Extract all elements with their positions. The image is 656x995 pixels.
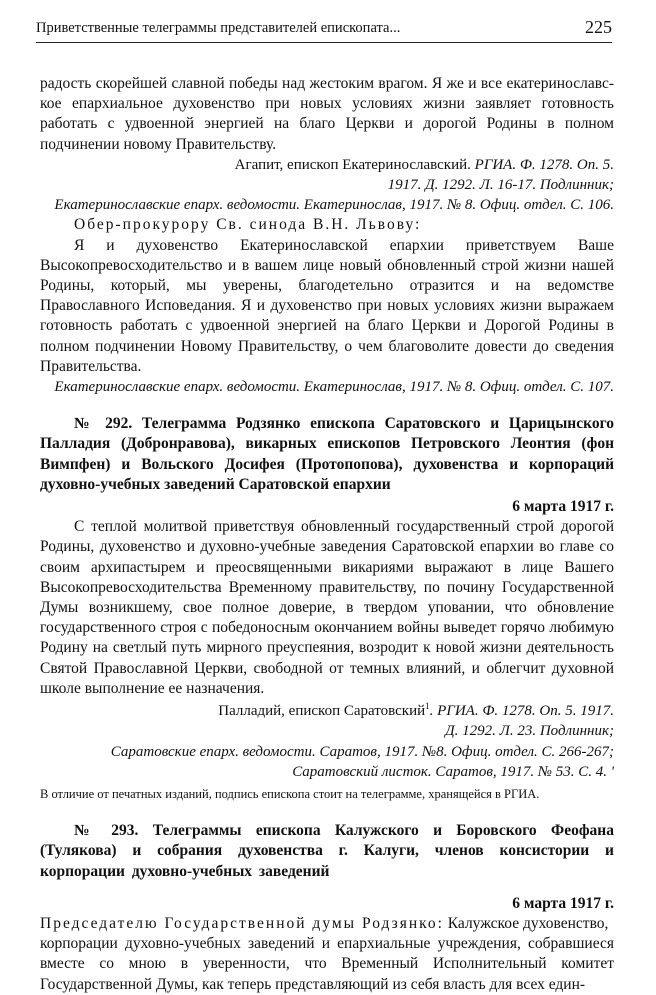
- signature-name: Палладий, епископ Саратовский: [218, 703, 426, 720]
- signature-name: Агапит, епископ Екатеринославский.: [234, 156, 471, 173]
- document-heading-293: № 293. Телеграммы епископа Калужского и Боровского Феофана (Тулякова) и собрания духовенства г. Калуги, членов консистории и корпорации духовно-учебных заведений: [40, 822, 614, 880]
- archive-ref: . РГИА. Ф. 1278. Оп. 5. 1917.: [429, 703, 614, 720]
- addressee-line: Обер-прокурору Св. синода В.Н. Львову:: [74, 216, 422, 234]
- spacer: [40, 882, 614, 894]
- document-heading-292: № 292. Телеграмма Родзянко епископа Саратовского и Царицынского Палладия (Добронравова), викарных епископов Петровского Леонтия (фон Вимпфен) и Вольского Досифея (Протопопова), духовенства и корпораций духовно-учебных заведений Саратовской епархии: [40, 415, 614, 493]
- page-body: [40, 74, 614, 995]
- document-body: корпорации духовно-учебных заведений и епархиальные учреждения, собравшиеся вместе со мною в уверенности, что Временный Исполнительный комитет Государственной Думы, как теперь представляющий из себя власть для всех един-: [40, 935, 614, 993]
- spacer: [40, 804, 614, 821]
- document-date: 6 марта 1917 г.: [512, 498, 614, 516]
- telegram-body: Я и духовенство Екатеринославской епархии приветствуем Ваше Высокопревосходительство и в вашем лице новый обновленный строй жизни нашей Родины, который, мы уверены, благодетельно отразится и на ведомстве Православного Исповедания. Я и духовенство при новых условиях жизни выражаем готовность работать с удвоенной энергией на благо Церкви и Дорогой Родины в полном подчинении Новому Правительству, о чем благоволите довести до сведения Правительства.: [40, 236, 614, 375]
- running-title: Приветственные телеграммы представителей епископата...: [36, 20, 401, 36]
- source-citation: Саратовские епарх. ведомости. Саратов, 1917. №8. Офиц. отдел. С. 266-267;: [110, 743, 614, 760]
- document-body-start: [40, 914, 614, 934]
- source-citation: Саратовский листок. Саратов, 1917. № 53. С. 4. ': [292, 763, 614, 780]
- addressee-line: Председателю Государственной думы Родзянко:: [40, 914, 444, 932]
- signature-palladiy: [40, 701, 614, 721]
- page-number: 225: [585, 17, 612, 37]
- source-citation: Екатеринославские епарх. ведомости. Екатеринослав, 1917. № 8. Офиц. отдел. С. 106.: [54, 197, 614, 214]
- body-lead: Калужское духовенство,: [443, 914, 609, 932]
- footnote-marker: 1: [425, 701, 430, 712]
- archive-ref-cont: Д. 1292. Л. 23. Подлинник;: [445, 723, 614, 740]
- document-body: С теплой молитвой приветствуя обновленный государственный строй дорогой Родины, духовенство и духовно-учебные заведения Саратовской епархии во главе со своим архипастырем и преосвященными викариями выражают в лице Вашего Высокопревосходительства Временному правительству, по почину Государственной Думы возникшему, свое полное доверие, в твердом уповании, что обновление государственного строя с победоносным окончанием войны выведет горячо любимую Родину на светлый путь мирного преуспеяния, возродит к новой жизни деятельность Святой Православной Церкви, свободной от темных влияний, и облегчит духовной школе выполнение ее назначения.: [40, 518, 614, 697]
- archive-ref: РГИА. Ф. 1278. Оп. 5.: [474, 156, 614, 173]
- source-citation: Екатеринославские епарх. ведомости. Екатеринослав, 1917. № 8. Офиц. отдел. С. 107.: [54, 379, 614, 396]
- archive-ref-cont: 1917. Д. 1292. Л. 16-17. Подлинник;: [387, 177, 614, 194]
- document-date: 6 марта 1917 г.: [512, 894, 614, 912]
- running-header: [36, 16, 612, 43]
- footnote: В отличие от печатных изданий, подпись епископа стоит на телеграмме, хранящейся в РГИА.: [40, 786, 540, 801]
- signature-agapit: [40, 155, 614, 175]
- paragraph-continuation: радость скорейшей славной победы над жестоким врагом. Я же и все екатеринославс-кое епархиальное духовенство при новых условиях жизни заявляет готовность работать с удвоенной энергией на благо Церкви и дорогой Родины в полном подчинении новому Правительству.: [40, 75, 614, 153]
- spacer: [40, 397, 614, 414]
